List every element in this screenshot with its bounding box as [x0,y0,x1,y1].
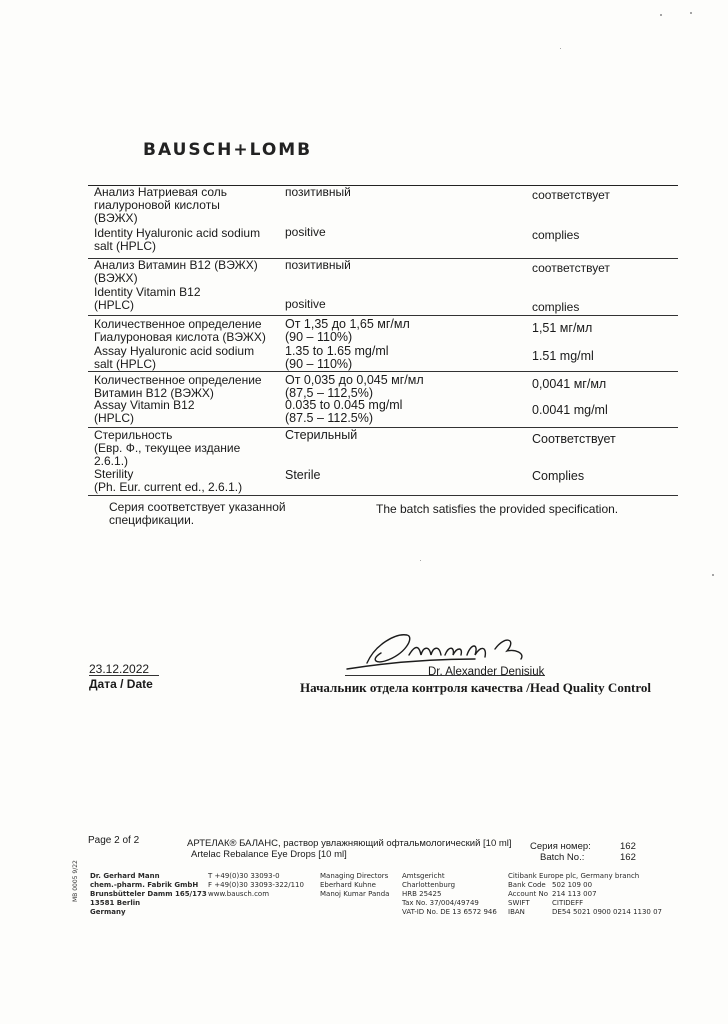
test-name-en: Identity Hyaluronic acid sodium salt (HPLC) [94,226,261,253]
test-name-ru: Анализ Натриевая соль гиалуроновой кислоты (ВЭЖХ) [94,185,228,225]
conformity-statement-ru: Серия соответствует указанной спецификации. [109,500,286,527]
table-row [88,427,678,496]
test-name-en: Assay Vitamin B12 (HPLC) [94,398,195,425]
requirement-ru: От 1,35 до 1,65 мг/мл (90 – 110%) [285,317,410,344]
signature-date: 23.12.2022 [89,662,150,676]
requirement-en: 1.35 to 1.65 mg/ml (90 – 110%) [285,344,389,371]
product-name-en: Artelac Rebalance Eye Drops [10 ml] [191,849,347,860]
scan-speck [690,12,692,14]
scan-speck [420,560,421,561]
result-en: complies [532,228,580,242]
managing-directors: Managing Directors Eberhard Kuhne Manoj Kumar Panda [320,872,390,898]
company-address: Dr. Gerhard Mann chem.-pharm. Fabrik GmbH Brunsbütteler Damm 165/173 13581 Berlin Germany [90,872,207,916]
batch-number: 162 [620,841,636,852]
table-row [88,315,678,371]
requirement-en: 0.035 to 0.045 mg/ml (87.5 – 112.5%) [285,398,403,425]
form-code: MB 0005 9/22 [72,860,79,902]
result-en: complies [532,300,580,314]
requirement-ru: Стерильный [285,428,358,442]
signatory-name: Dr. Alexander Denisiuk [428,666,545,678]
test-name-ru: Стерильность (Евр. Ф., текущее издание 2.6.1.) [94,428,241,468]
test-name-ru: Количественное определение Гиалуроновая кислота (ВЭЖХ) [94,317,266,344]
scan-speck [560,48,561,49]
test-name-en: Sterility (Ph. Eur. current ed., 2.6.1.) [94,467,243,494]
result-ru: Соответствует [532,432,616,446]
requirement-ru: От 0,035 до 0,045 мг/мл (87,5 – 112,5%) [285,373,424,400]
requirement-ru: позитивный [285,185,351,199]
batch-label-en: Batch No.: [540,852,585,863]
company-logo: BAUSCH+LOMB [143,140,313,160]
requirement-en: positive [285,297,326,311]
table-row [88,371,678,427]
bank-labels: Citibank Europe plc, Germany branch Bank Code Account No SWIFT IBAN [508,872,640,916]
conformity-statement-en: The batch satisfies the provided specification. [376,502,619,516]
table-row [88,185,678,258]
test-name-ru: Анализ Витамин B12 (ВЭЖХ) (ВЭЖХ) [94,258,258,285]
scan-speck [660,14,662,16]
signatory-title: Начальник отдела контроля качества /Head Quality Control [300,680,652,695]
page-number: Page 2 of 2 [88,835,140,846]
bank-values: 502 109 00 214 113 007 CITIDEFF DE54 5021 0900 0214 1130 07 [552,881,663,916]
registry-court: Amtsgericht Charlottenburg HRB 25425 Tax No. 37/004/49749 VAT-ID No. DE 13 6572 946 [402,872,497,916]
result-en: Complies [532,469,585,483]
test-name-en: Assay Hyaluronic acid sodium salt (HPLC) [94,344,255,371]
date-label: Дата / Date [89,677,153,691]
batch-number-en: 162 [620,852,636,863]
scan-speck [712,574,714,576]
requirement-en: Sterile [285,468,321,482]
test-name-ru: Количественное определение Витамин B12 (ВЭЖХ) [94,373,262,400]
result-en: 0.0041 mg/ml [532,403,608,417]
company-contacts: T +49(0)30 33093-0 F +49(0)30 33093-322/110 www.bausch.com [208,872,304,898]
result-ru: 1,51 мг/мл [532,321,593,335]
test-name-en: Identity Vitamin B12 (HPLC) [94,285,201,312]
result-ru: соответствует [532,261,610,275]
table-row [88,258,678,315]
product-name-ru: АРТЕЛАК® БАЛАНС, раствор увлажняющий офтальмологический [10 ml] [187,838,512,849]
requirement-en: positive [285,225,326,239]
result-en: 1.51 mg/ml [532,349,594,363]
specification-table [88,185,678,496]
batch-label-ru: Серия номер: [530,841,591,852]
result-ru: соответствует [532,188,610,202]
requirement-ru: позитивный [285,258,351,272]
result-ru: 0,0041 мг/мл [532,377,607,391]
